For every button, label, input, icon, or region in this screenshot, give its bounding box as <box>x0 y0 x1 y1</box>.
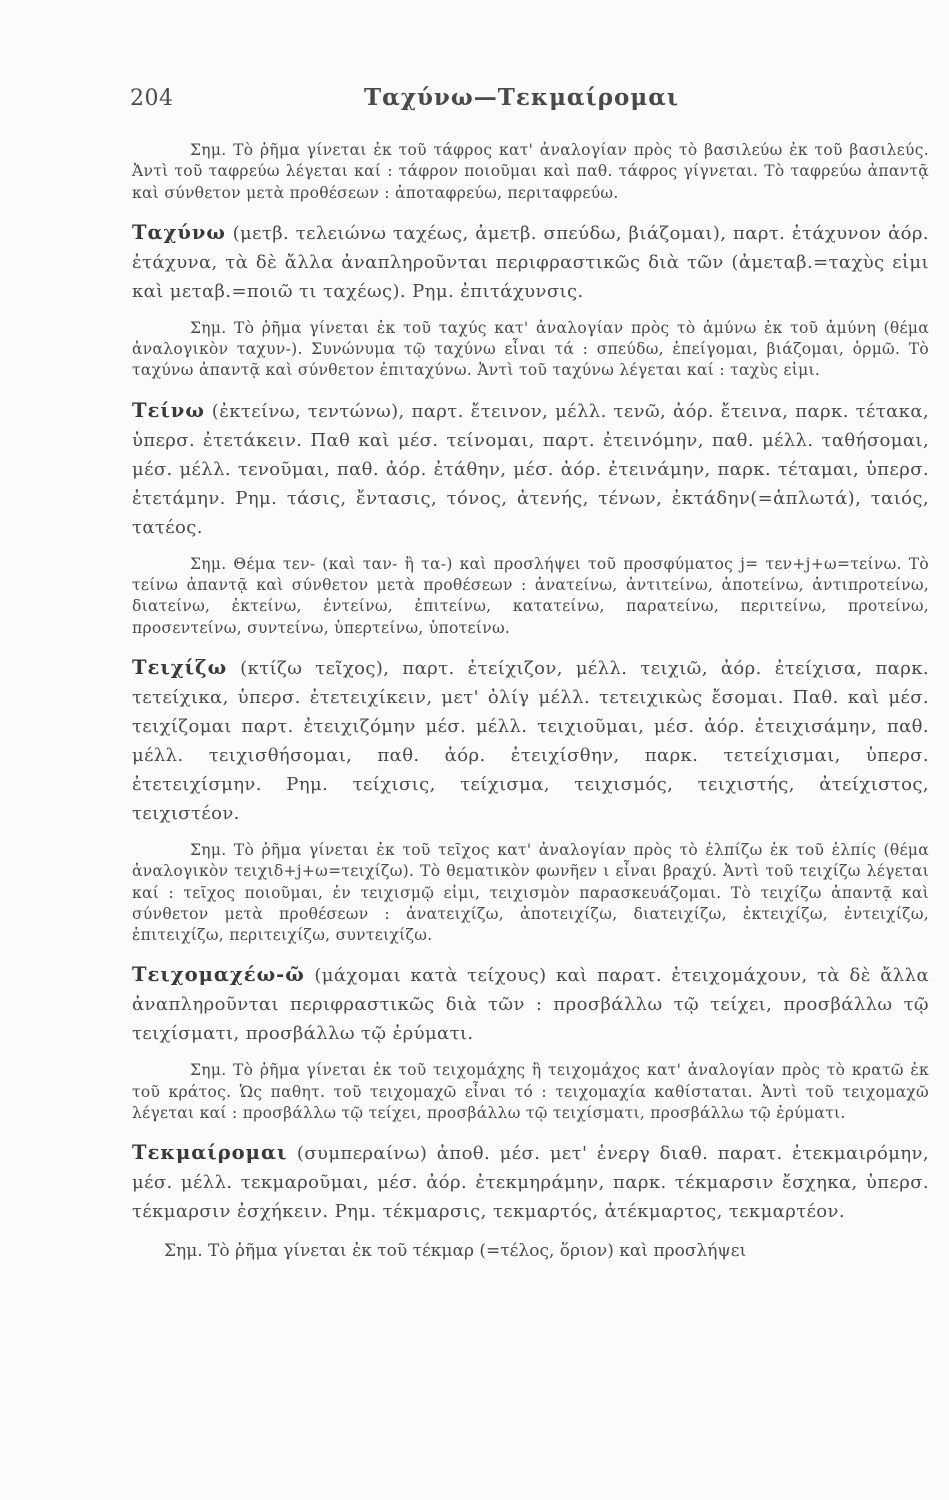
last-line: Σημ. Τὸ ῥῆμα γίνεται ἐκ τοῦ τέκμαρ (=τέλος, ὅριον) καὶ προσλήψει <box>164 1241 747 1262</box>
entry-text: (μετβ. τελειώνω ταχέως, ἀμετβ. σπεύδω, βιάζομαι), παρτ. ἐτάχυνον ἀόρ. ἐτάχυνα, τὰ δὲ ἄλλα ἀναπληροῦνται περιφραστικῶς διὰ τῶν (ἀμεταβ.=ταχὺς εἰμι καὶ μεταβ.=ποιῶ τι ταχέως). Ρημ. ἐπιτάχυνσις. <box>132 222 929 302</box>
entry-text: (συμπεραίνω) ἀποθ. μέσ. μετ' ἐνεργ διαθ. παρατ. ἐτεκμαιρόμην, μέσ. μέλλ. τεκμαροῦμαι, μέσ. ἀόρ. ἐτεκμηράμην, παρκ. τέκμαρσιν ἔσχηκα, ὑπερσ. τέκμαρσιν ἐσχήκειν. Ρημ. τέκμαρσις, τεκμαρτός, ἀτέκμαρτος, τεκμαρτέον. <box>132 1143 929 1223</box>
lemma-headword: Τεκμαίρομαι <box>132 1141 288 1165</box>
lemma-headword: Τειχομαχέω-ῶ <box>132 963 305 987</box>
note-paragraph <box>132 840 929 946</box>
note-text: Σημ. Τὸ ῥῆμα γίνεται ἐκ τοῦ τάφρος κατ' ἀναλογίαν πρὸς τὸ βασιλεύω ἐκ τοῦ βασιλεύς. Ἀντὶ τοῦ ταφρεύω λέγεται καί : τάφρον ποιοῦμαι καὶ παθ. τάφρος γίγνεται. Τὸ ταφρεύω ἀπαντᾷ καὶ σύνθετον μετὰ προθέσεων : ἀποταφρεύω, περιταφρεύω. <box>132 141 929 202</box>
note-text: Σημ. Τὸ ῥῆμα γίνεται ἐκ τοῦ ταχύς κατ' ἀναλογίαν πρὸς τὸ ἀμύνω ἐκ τοῦ ἀμύνη (θέμα ἀναλογικὸν ταχυν-). Συνώνυμα τῷ ταχύνω εἶναι τά : σπεύδω, ἐπείγομαι, βιάζομαι, ὁρμῶ. Τὸ ταχύνω ἀπαντᾷ καὶ σύνθετον ἐπιταχύνω. Ἀντὶ τοῦ ταχύνω λέγεται καί : ταχὺς εἰμι. <box>132 318 929 380</box>
entry-paragraph <box>132 396 929 542</box>
note-text: Σημ. Θέμα τεν- (καὶ ταν- ἢ τα-) καὶ προσλήψει τοῦ προσφύματος j= τεν+j+ω=τείνω. Τὸ τείνω ἀπαντᾷ καὶ σύνθετον μετὰ προθέσεων : ἀνατείνω, ἀντιτείνω, ἀποτείνω, ἀντιπροτείνω, διατείνω, ἐκτείνω, ἐντείνω, ἐπιτείνω, κατατείνω, παρατείνω, περιτείνω, προτείνω, προσεντείνω, συντείνω, ὑπερτείνω, ὑποτείνω. <box>132 554 929 637</box>
entry-paragraph <box>132 960 929 1048</box>
entry-text: (κτίζω τεῖχος), παρτ. ἐτείχιζον, μέλλ. τειχιῶ, ἀόρ. ἐτείχισα, παρκ. τετείχικα, ὑπερσ. ἐτετειχίκειν, μετ' ὀλίγ μέλλ. τετειχικὼς ἔσομαι. Παθ. καὶ μέσ. τειχίζομαι παρτ. ἐτειχιζόμην μέσ. μέλλ. τειχιοῦμαι, μέσ. ἀόρ. ἐτειχισάμην, παθ. μέλλ. τειχισθήσομαι, παθ. ἀόρ. ἐτειχίσθην, παρκ. τετείχισμαι, ὑπερσ. ἐτετειχίσμην. Ρημ. τείχισις, τείχισμα, τειχισμός, τειχιστής, ἀτείχιστος, τειχιστέον. <box>132 657 929 824</box>
note-paragraph <box>132 318 929 382</box>
note-paragraph <box>132 140 929 204</box>
note-paragraph <box>132 554 929 639</box>
note-text: Σημ. Τὸ ῥῆμα γίνεται ἐκ τοῦ τεῖχος κατ' ἀναλογίαν πρὸς τὸ ἐλπίζω ἐκ τοῦ ἐλπίς (θέμα ἀναλογικὸν τειχιδ+j+ω=τειχίζω). Τὸ θεματικὸν φωνῆεν ι εἶναι βραχύ. Ἀντὶ τοῦ τειχίζω λέγεται καί : τεῖχος ποιοῦμαι, ἐν τειχισμῷ εἰμι, τειχισμὸν παρασκευάζομαι. Τὸ τειχίζω ἀπαντᾷ καὶ σύνθετον μετὰ προθέσεων : ἀνατειχίζω, ἀποτειχίζω, διατειχίζω, ἐκτειχίζω, ἐντειχίζω, ἐπιτειχίζω, περιτειχίζω, συντειχίζω. <box>132 840 929 945</box>
lemma-headword: Ταχύνω <box>132 220 226 244</box>
note-text: Σημ. Τὸ ῥῆμα γίνεται ἐκ τοῦ τειχομάχης ἢ τειχομάχος κατ' ἀναλογίαν πρὸς τὸ κρατῶ ἐκ τοῦ κράτος. Ὡς παθητ. τοῦ τειχομαχῶ εἶναι τό : τειχομαχία καθίσταται. Ἀντὶ τοῦ τειχομαχῶ λέγεται καί : προσβάλλω τῷ τείχει, προσβάλλω τῷ τειχίσματι, προσβάλλω τῷ ἐρύματι. <box>132 1061 929 1123</box>
lemma-headword: Τειχίζω <box>132 655 228 679</box>
running-head: Ταχύνω—Τεκμαίρομαι <box>364 84 680 111</box>
page-header <box>130 86 759 120</box>
note-paragraph <box>132 1060 929 1124</box>
lemma-headword: Τείνω <box>132 398 205 422</box>
entry-paragraph <box>132 653 929 828</box>
dictionary-content <box>132 140 929 1281</box>
page-number: 204 <box>130 86 174 111</box>
entry-text: (μάχομαι κατὰ τείχους) καὶ παρατ. ἐτειχομάχουν, τὰ δὲ ἄλλα ἀναπληροῦνται περιφραστικῶς διὰ τῶν : προσβάλλω τῷ τείχει, προσβάλλω τῷ τειχίσματι, προσβάλλω τῷ ἐρύματι. <box>132 965 929 1045</box>
entry-paragraph <box>132 1138 929 1226</box>
entry-paragraph <box>132 218 929 306</box>
entry-text: (ἐκτείνω, τεντώνω), παρτ. ἔτεινον, μέλλ. τενῶ, ἀόρ. ἔτεινα, παρκ. τέτακα, ὑπερσ. ἐτετάκειν. Παθ καὶ μέσ. τείνομαι, παρτ. ἐτεινόμην, παθ. μέλλ. ταθήσομαι, μέσ. μέλλ. τενοῦμαι, παθ. ἀόρ. ἐτάθην, μέσ. ἀόρ. ἐτεινάμην, παρκ. τέταμαι, ὑπερσ. ἐτετάμην. Ρημ. τάσις, ἔντασις, τόνος, ἀτενής, τένων, ἐκτάδην(=ἁπλωτά), ταιός, τατέος. <box>132 400 929 538</box>
